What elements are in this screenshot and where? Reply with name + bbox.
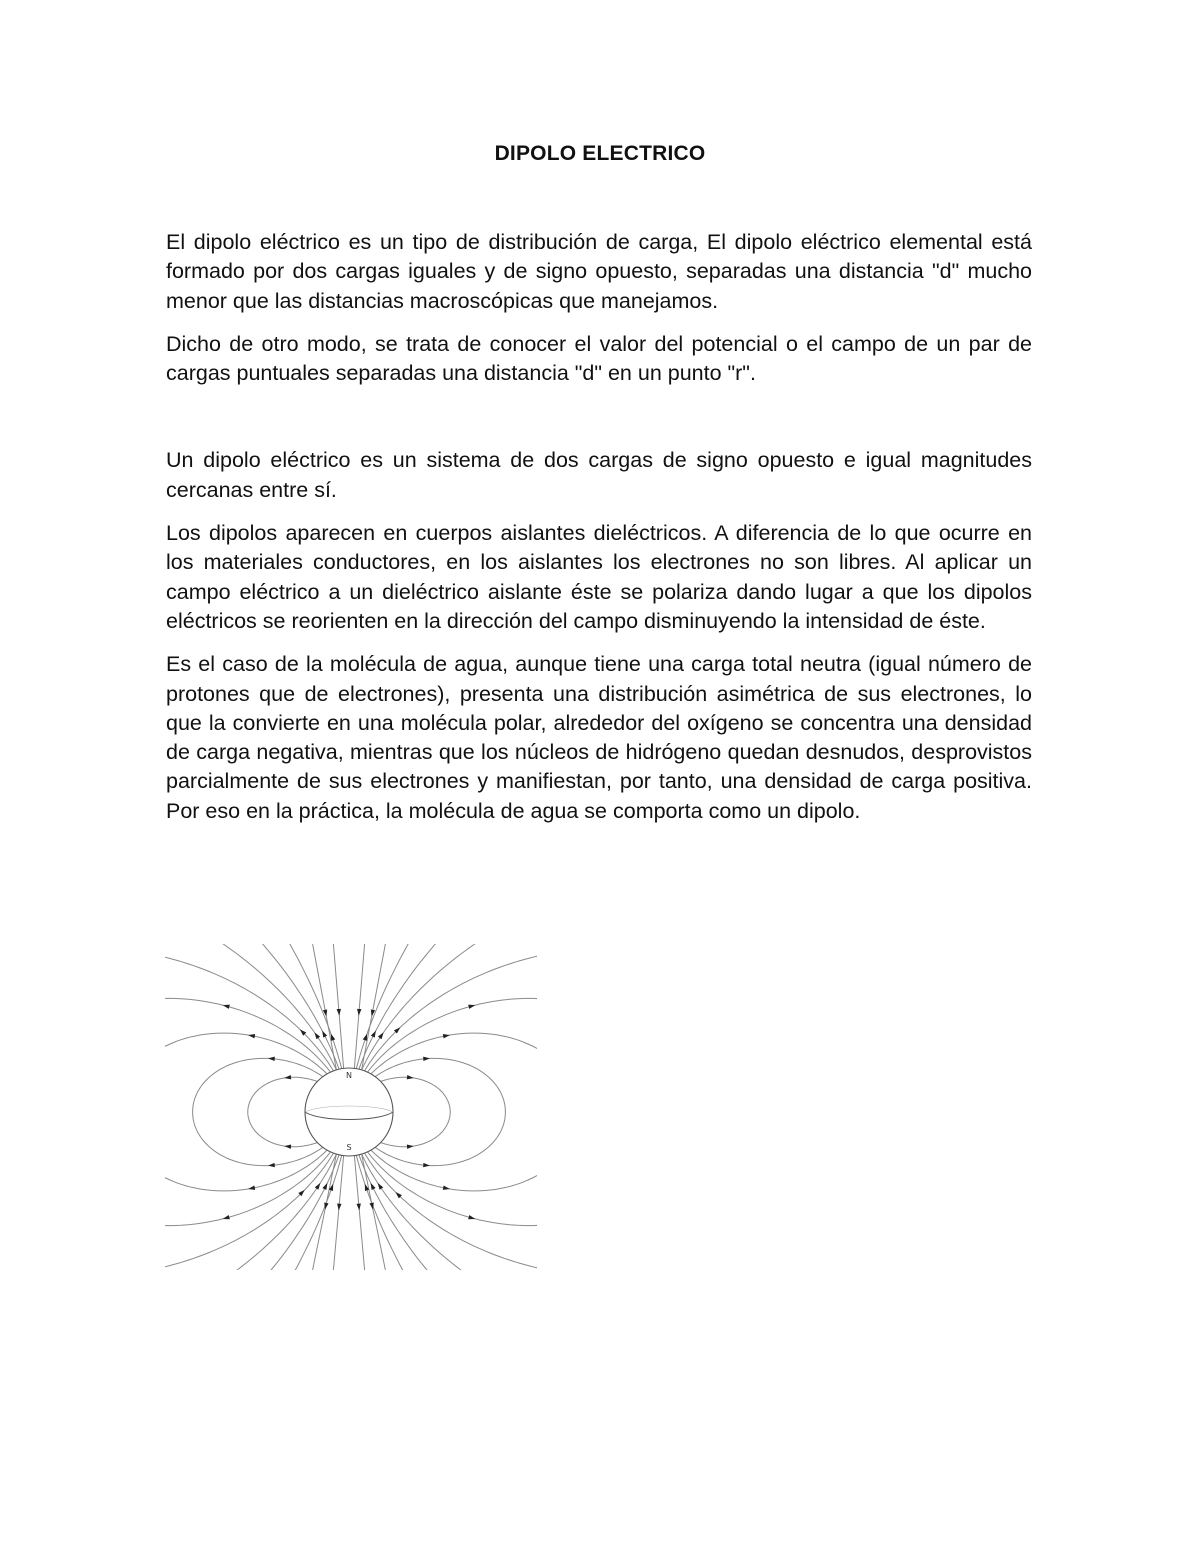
magnetic-field-figure bbox=[165, 944, 537, 1270]
field-arrow-2-0 bbox=[284, 1075, 291, 1079]
field-arrow-open-17 bbox=[371, 1031, 376, 1038]
field-arrow-1-0 bbox=[407, 1075, 414, 1079]
field-arrow-3-0 bbox=[423, 1057, 430, 1061]
field-arrow-open-20 bbox=[322, 1183, 327, 1190]
field-arrow-polar-30 bbox=[356, 1204, 360, 1211]
field-arrow-polar-28 bbox=[337, 1204, 341, 1211]
field-line-polar-30 bbox=[362, 944, 386, 1070]
field-arrow-1-1 bbox=[407, 1144, 414, 1148]
paragraph-4: Los dipolos aparecen en cuerpos aislantes dieléctricos. A diferencia de lo que ocurre en los materiales conductores, en los aislantes los electrones no son libres. Al aplicar un campo eléctrico a un dieléctrico aislante éste se polariza dando lugar a que los dipolos eléctricos se reorienten en la dirección del campo disminuyendo la intensidad de éste. bbox=[166, 521, 1032, 633]
field-arrow-2-1 bbox=[284, 1144, 291, 1148]
north-pole-label: N bbox=[346, 1071, 352, 1080]
field-arrow-open-16 bbox=[315, 1183, 321, 1190]
field-arrow-open-18 bbox=[371, 1183, 376, 1190]
field-line-polar-26 bbox=[333, 944, 343, 1068]
field-arrow-open-13 bbox=[378, 1032, 384, 1039]
field-line-polar-29 bbox=[354, 1156, 364, 1270]
document-title: DIPOLO ELECTRICO bbox=[494, 142, 706, 165]
field-line-polar-24 bbox=[313, 944, 337, 1070]
field-arrow-4-0 bbox=[268, 1057, 275, 1061]
paragraph-2: Dicho de otro modo, se trata de conocer el valor del potencial o el campo de un par de cargas puntuales separadas una distancia "d" en un punto "r". bbox=[166, 331, 1032, 386]
field-arrow-open-15 bbox=[314, 1032, 320, 1039]
field-arrow-open-19 bbox=[322, 1031, 327, 1038]
magnetic-field-diagram bbox=[165, 944, 537, 1270]
field-arrow-7-1 bbox=[468, 1215, 475, 1219]
paragraph-5: Es el caso de la molécula de agua, aunque tiene una carga total neutra (igual número de protones que de electrones), presenta una distribución asimétrica de sus electrones, lo que la convierte en una molécula polar, alrededor del oxígeno se concentra una densidad de carga negativa, mientras que los núcleos de hidrógeno quedan desnudos, desprovistos parcialmente de sus electrones y manifiestan, por tanto, una densidad de carga positiva. Por eso en la práctica, la molécula de agua se comporta como un dipolo. bbox=[166, 652, 1032, 823]
paragraph-3: Un dipolo eléctrico es un sistema de dos cargas de signo opuesto e igual magnitudes cercanas entre sí. bbox=[166, 448, 1032, 502]
field-arrow-8-0 bbox=[223, 1005, 230, 1009]
field-arrow-open-21 bbox=[363, 1034, 367, 1041]
document-body bbox=[166, 228, 1032, 840]
south-pole-label: S bbox=[346, 1143, 352, 1152]
field-line-polar-27 bbox=[333, 1156, 343, 1270]
field-arrow-5-0 bbox=[443, 1034, 450, 1038]
field-line-polar-28 bbox=[354, 944, 364, 1068]
field-arrow-open-14 bbox=[378, 1183, 384, 1190]
field-arrow-open-23 bbox=[331, 1034, 335, 1041]
paragraph-1: El dipolo eléctrico es un tipo de distribución de carga, El dipolo eléctrico elemental está formado por dos cargas iguales y de signo opuesto, separadas una distancia "d" mucho menor que las distancias macroscópicas que manejamos. bbox=[166, 230, 1032, 313]
field-arrow-7-0 bbox=[468, 1005, 475, 1009]
field-arrow-6-0 bbox=[248, 1034, 255, 1038]
field-arrow-8-1 bbox=[223, 1215, 230, 1219]
field-line-polar-25 bbox=[313, 1154, 337, 1270]
field-line-polar-31 bbox=[362, 1154, 386, 1270]
